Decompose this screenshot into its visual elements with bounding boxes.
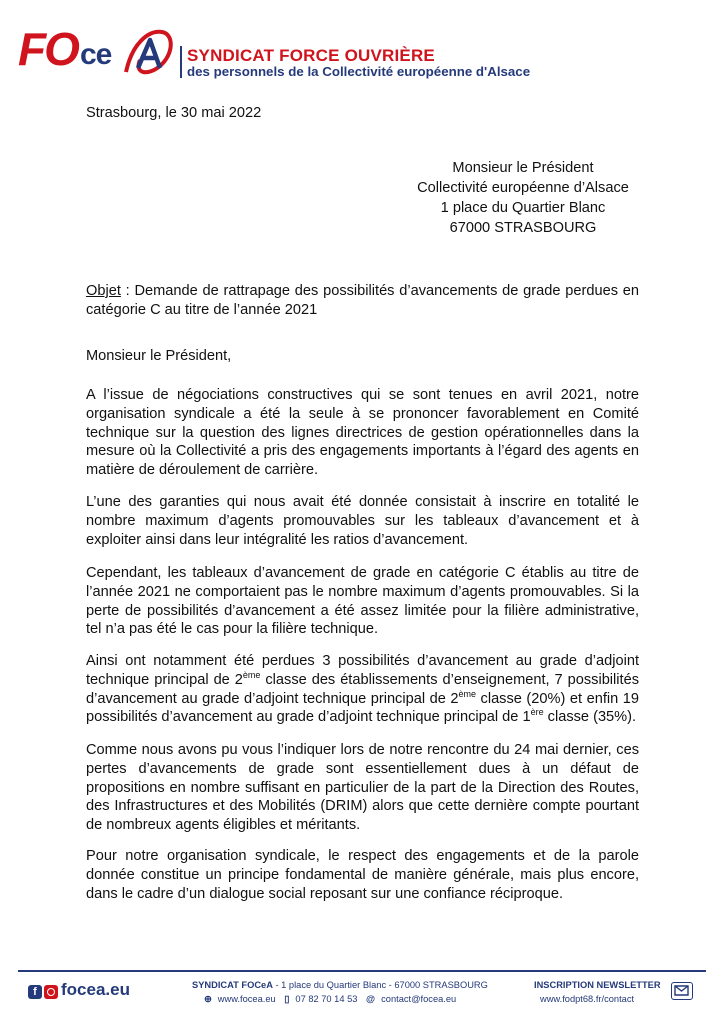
paragraph-4-part: classe (20%) et enfin 19 possibilités d’avancement au grade d’adjoint technique principal de 1 xyxy=(86,690,639,726)
ordinal-superscript: ème xyxy=(242,669,261,680)
paragraph-6: Pour notre organisation syndicale, le respect des engagements et de la parole donnée constitue un principe fondamental de manière générale, mais plus encore, dans le cadre d’un dialogue social reposant sur une confiance réciproque. xyxy=(86,848,639,902)
ordinal-superscript: ème xyxy=(458,688,476,699)
paragraph-3: Cependant, les tableaux d’avancement de grade en catégorie C établis au titre de l’année 2021 ne comportaient pas le nombre maximum d’agents promouvables. Si la perte de possibilités d’avancement a été assez limitée pour la filière administrative, tel n’a pas été le cas pour la filière technique. xyxy=(86,565,639,638)
org-name: SYNDICAT FORCE OUVRIÈRE xyxy=(187,46,435,65)
footer-syndicat: SYNDICAT FOCeA xyxy=(192,980,273,990)
recipient-line: Monsieur le Président xyxy=(452,160,594,176)
paragraph-4-part: classe (35%). xyxy=(543,709,637,726)
newsletter-label: INSCRIPTION NEWSLETTER xyxy=(534,980,661,990)
salutation: Monsieur le Président, xyxy=(86,348,232,364)
footer-phone[interactable]: 07 82 70 14 53 xyxy=(295,994,358,1004)
logo-fo: FO xyxy=(18,23,78,75)
footer-address xyxy=(192,980,488,990)
footer-email-link[interactable]: contact@focea.eu xyxy=(381,994,457,1004)
paragraph-4-part: classe des établissements d’enseignement, 7 possibilités d’avancement au grade d’adjoint technique principal de 2 xyxy=(86,671,640,707)
recipient-line: Collectivité européenne d’Alsace xyxy=(417,180,629,196)
paragraph-4 xyxy=(86,652,639,727)
paragraph-4-part: Ainsi ont notamment été perdues 3 possibilités d’avancement au grade d’adjoint technique principal de 2 xyxy=(86,653,639,688)
paragraph-2: L’une des garanties qui nous avait été donnée consistait à inscrire en totalité le nombre maximum d’agents promouvables sur les tableaux d’avancement et à exploiter ainsi dans leur intégralité les ratios d’avancement. xyxy=(86,494,639,548)
focea-logo xyxy=(18,20,173,82)
recipient-line: 67000 STRASBOURG xyxy=(449,220,597,236)
logo-a-swirl-icon xyxy=(118,24,176,82)
footer-divider xyxy=(18,970,706,972)
footer-address-text: - 1 place du Quartier Blanc - 67000 STRASBOURG xyxy=(272,980,488,990)
footer-site[interactable]: focea.eu xyxy=(61,980,130,999)
recipient-block xyxy=(380,158,666,238)
recipient-line: 1 place du Quartier Blanc xyxy=(440,200,606,216)
subject-text: : Demande de rattrapage des possibilités d’avancements de grade perdues en catégorie C au titre de l’année 2021 xyxy=(86,283,639,318)
newsletter-link[interactable]: www.fodpt68.fr/contact xyxy=(540,994,635,1004)
logo-cea: ce xyxy=(80,38,112,71)
globe-icon: ⊕ xyxy=(204,994,212,1004)
ordinal-superscript: ère xyxy=(530,707,544,718)
envelope-icon[interactable] xyxy=(671,982,693,1000)
paragraph-1: A l’issue de négociations constructives qui se sont tenues en avril 2021, notre organisation syndicale a été la seule à se prononcer favorablement en Comité technique sur la question des lignes directrices de gestion opérationnelles dans la mesure où la Collectivité a pris des engagements importants à l’égard des agents en matière de déroulement de carrière. xyxy=(86,387,639,479)
subject-label: Objet xyxy=(86,283,121,299)
letter-date: Strasbourg, le 30 mai 2022 xyxy=(86,105,262,121)
footer-contacts xyxy=(204,994,462,1005)
instagram-icon[interactable] xyxy=(44,985,58,999)
paragraph-5: Comme nous avons pu vous l’indiquer lors de notre rencontre du 24 mai dernier, ces pertes d’avancements de grade sont essentiellement dues à un défaut de propositions en nombre suffisant en particulier de la part de la Direction des Routes, des Infrastructures et des Mobilités (DRIM) alors que cette dernière compte pourtant de nombreux agents éligibles et méritants. xyxy=(86,742,639,834)
phone-icon: ▯ xyxy=(284,994,290,1004)
footer-web-link[interactable]: www.focea.eu xyxy=(217,994,276,1004)
letter-subject xyxy=(86,282,639,320)
facebook-icon[interactable]: f xyxy=(28,985,42,999)
org-subtitle: des personnels de la Collectivité européenne d'Alsace xyxy=(187,64,531,79)
header-divider xyxy=(180,46,182,78)
at-icon: @ xyxy=(366,994,376,1004)
